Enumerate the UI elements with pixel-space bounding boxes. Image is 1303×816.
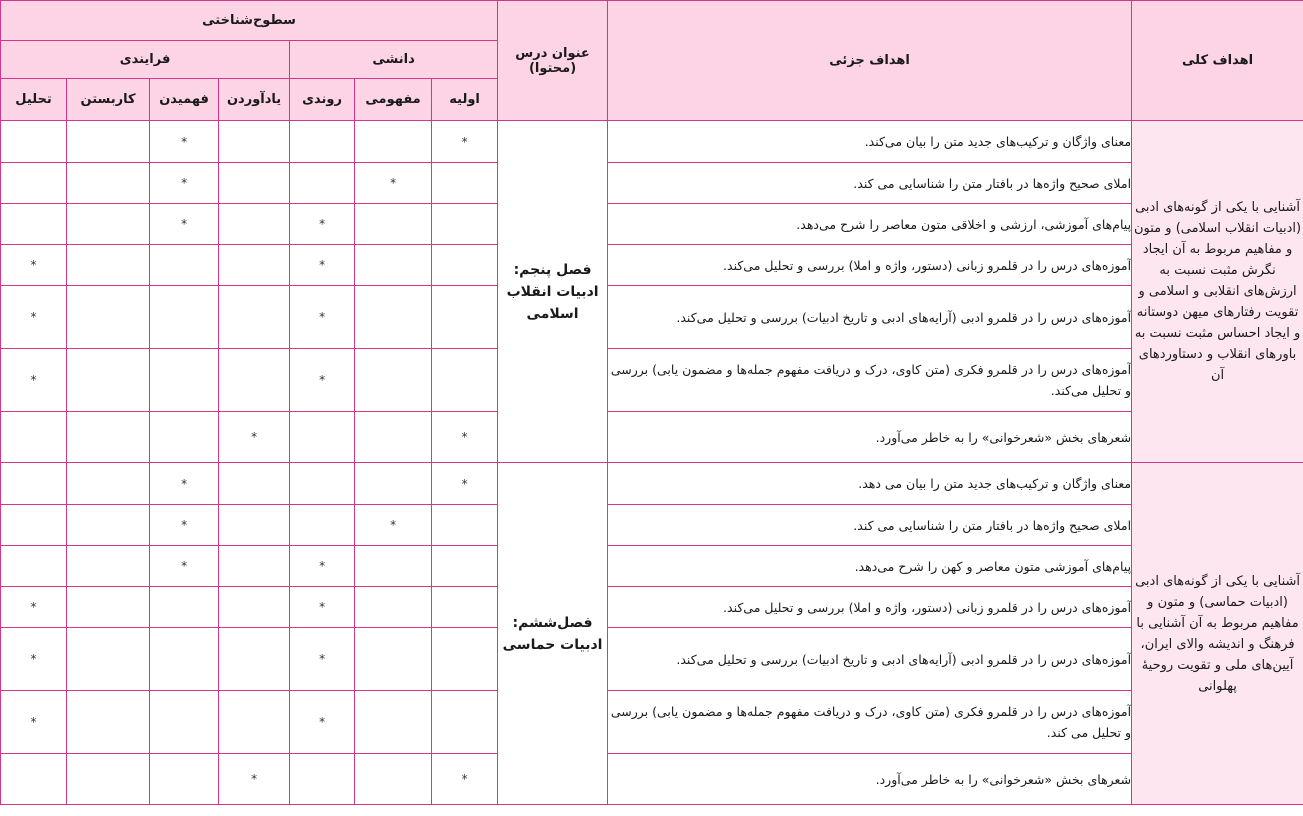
general-goal-cell: آشنایی با یکی از گونه‌های ادبی (ادبیات حماسی) و متون و مفاهیم مربوط به آن آشنایی با فرهنگ و اندیشه والای ایران، آیین‌های ملی و تقویت روحیۀ پهلوانی — [1132, 463, 1303, 805]
level-mark-cell — [1, 163, 67, 204]
level-header: مفهومی — [355, 79, 432, 121]
objective-cell: شعرهای بخش «شعرخوانی» را به خاطر می‌آورد. — [608, 754, 1132, 805]
level-mark-cell — [150, 628, 219, 691]
table-row — [1, 163, 1303, 204]
level-mark-cell — [67, 505, 150, 546]
level-mark-cell: * — [290, 245, 355, 286]
level-mark-cell: * — [150, 204, 219, 245]
level-mark-cell — [67, 204, 150, 245]
level-mark-cell — [290, 163, 355, 204]
level-mark-cell — [355, 463, 432, 505]
table-row — [1, 587, 1303, 628]
level-mark-cell — [219, 163, 290, 204]
level-header: اولیه — [432, 79, 498, 121]
level-mark-cell: * — [290, 628, 355, 691]
level-mark-cell — [290, 412, 355, 463]
level-mark-cell — [67, 587, 150, 628]
level-mark-cell — [432, 546, 498, 587]
level-mark-cell — [432, 286, 498, 349]
level-mark-cell: * — [355, 163, 432, 204]
table-row — [1, 121, 1303, 163]
level-mark-cell — [150, 587, 219, 628]
objective-cell: آموزه‌های درس را در قلمرو زبانی (دستور، واژه و املا) بررسی و تحلیل می‌کند. — [608, 245, 1132, 286]
level-mark-cell: * — [1, 628, 67, 691]
level-mark-cell — [1, 463, 67, 505]
level-mark-cell: * — [1, 349, 67, 412]
objective-cell: آموزه‌های درس را در قلمرو فکری (متن کاوی، درک و دریافت مفهوم جمله‌ها و مضمون یابی) بررسی و تحلیل می کند. — [608, 691, 1132, 754]
level-mark-cell: * — [290, 691, 355, 754]
table-row — [1, 505, 1303, 546]
objective-cell: معنای واژگان و ترکیب‌های جدید متن را بیان می دهد. — [608, 463, 1132, 505]
level-mark-cell — [150, 286, 219, 349]
level-header: تحلیل — [1, 79, 67, 121]
objective-cell: املای صحیح واژه‌ها در بافتار متن را شناسایی می کند. — [608, 163, 1132, 204]
level-mark-cell: * — [150, 505, 219, 546]
level-mark-cell: * — [150, 463, 219, 505]
objective-cell: آموزه‌های درس را در قلمرو ادبی (آرایه‌های ادبی و تاریخ ادبیات) بررسی و تحلیل می‌کند. — [608, 628, 1132, 691]
level-mark-cell — [219, 349, 290, 412]
table-row — [1, 349, 1303, 412]
level-mark-cell — [67, 463, 150, 505]
level-mark-cell — [67, 546, 150, 587]
level-mark-cell — [1, 546, 67, 587]
level-mark-cell — [290, 121, 355, 163]
level-mark-cell — [355, 754, 432, 805]
level-mark-cell — [355, 628, 432, 691]
level-mark-cell — [1, 204, 67, 245]
level-mark-cell — [219, 245, 290, 286]
level-mark-cell — [355, 245, 432, 286]
general-goal-cell: آشنایی با یکی از گونه‌های ادبی (ادبیات انقلاب اسلامی) و متون و مفاهیم مربوط به آن ایجاد نگرش مثبت نسبت به ارزش‌های انقلابی و اسلامی و تقویت رفتارهای میهن دوستانه و ایجاد احساس مثبت نسبت به باورهای انقلاب و دستاوردهای آن — [1132, 121, 1303, 463]
level-mark-cell — [219, 286, 290, 349]
level-mark-cell — [1, 754, 67, 805]
level-mark-cell: * — [290, 587, 355, 628]
level-mark-cell: * — [219, 754, 290, 805]
level-mark-cell — [67, 754, 150, 805]
table-header — [1, 1, 1303, 121]
level-mark-cell: * — [1, 691, 67, 754]
level-mark-cell — [432, 505, 498, 546]
level-mark-cell — [219, 691, 290, 754]
level-mark-cell — [150, 691, 219, 754]
level-mark-cell: * — [150, 121, 219, 163]
level-mark-cell: * — [432, 463, 498, 505]
level-mark-cell: * — [432, 412, 498, 463]
objective-cell: آموزه‌های درس را در قلمرو ادبی (آرایه‌های ادبی و تاریخ ادبیات) بررسی و تحلیل می‌کند. — [608, 286, 1132, 349]
table-row — [1, 245, 1303, 286]
level-mark-cell — [290, 754, 355, 805]
level-mark-cell — [355, 349, 432, 412]
level-header: روندی — [290, 79, 355, 121]
lesson-title-header-line1: عنوان درس — [515, 45, 590, 61]
level-mark-cell: * — [290, 349, 355, 412]
level-mark-cell — [67, 628, 150, 691]
level-mark-cell — [355, 546, 432, 587]
general-goals-header: اهداف کلی — [1132, 1, 1303, 121]
objective-cell: پیام‌های آموزشی متون معاصر و کهن را شرح می‌دهد. — [608, 546, 1132, 587]
level-mark-cell — [1, 412, 67, 463]
table-row — [1, 691, 1303, 754]
objective-cell: معنای واژگان و ترکیب‌های جدید متن را بیان می‌کند. — [608, 121, 1132, 163]
level-mark-cell: * — [290, 546, 355, 587]
level-mark-cell — [219, 546, 290, 587]
level-mark-cell — [355, 691, 432, 754]
level-mark-cell: * — [1, 286, 67, 349]
level-mark-cell: * — [1, 587, 67, 628]
objective-cell: شعرهای بخش «شعرخوانی» را به خاطر می‌آورد. — [608, 412, 1132, 463]
cognitive-levels-header: سطوح‌شناختی — [1, 1, 498, 41]
table-row — [1, 628, 1303, 691]
level-mark-cell — [290, 463, 355, 505]
level-mark-cell — [432, 691, 498, 754]
process-header: فرایندی — [1, 41, 290, 79]
level-mark-cell — [432, 204, 498, 245]
table-row — [1, 204, 1303, 245]
level-mark-cell: * — [219, 412, 290, 463]
level-mark-cell — [67, 691, 150, 754]
objective-cell: آموزه‌های درس را در قلمرو فکری (متن کاوی، درک و دریافت مفهوم جمله‌ها و مضمون یابی) بررسی و تحلیل می‌کند. — [608, 349, 1132, 412]
objective-cell: آموزه‌های درس را در قلمرو زبانی (دستور، واژه و املا) بررسی و تحلیل می‌کند. — [608, 587, 1132, 628]
lesson-title-header — [498, 1, 608, 121]
level-mark-cell — [67, 121, 150, 163]
objective-cell: املای صحیح واژه‌ها در بافتار متن را شناسایی می کند. — [608, 505, 1132, 546]
level-mark-cell: * — [290, 286, 355, 349]
level-mark-cell — [219, 121, 290, 163]
level-mark-cell — [355, 121, 432, 163]
level-mark-cell — [1, 505, 67, 546]
level-mark-cell: * — [1, 245, 67, 286]
level-mark-cell — [355, 286, 432, 349]
level-mark-cell: * — [432, 754, 498, 805]
level-mark-cell — [150, 754, 219, 805]
lesson-title-cell: فصل‌ششم: ادبیات حماسی — [498, 463, 608, 805]
level-mark-cell — [219, 505, 290, 546]
table-row — [1, 463, 1303, 505]
level-mark-cell — [219, 587, 290, 628]
level-mark-cell — [219, 204, 290, 245]
level-mark-cell — [432, 628, 498, 691]
level-mark-cell: * — [290, 204, 355, 245]
level-mark-cell — [1, 121, 67, 163]
partial-goals-header: اهداف جزئی — [608, 1, 1132, 121]
level-mark-cell — [355, 587, 432, 628]
level-mark-cell: * — [150, 163, 219, 204]
level-mark-cell — [219, 628, 290, 691]
level-mark-cell — [67, 286, 150, 349]
table-body — [1, 121, 1303, 805]
level-mark-cell — [432, 587, 498, 628]
level-mark-cell — [67, 412, 150, 463]
level-mark-cell — [150, 349, 219, 412]
level-mark-cell — [67, 163, 150, 204]
level-mark-cell — [150, 412, 219, 463]
level-mark-cell — [355, 412, 432, 463]
knowledge-header: دانشی — [290, 41, 498, 79]
level-mark-cell — [219, 463, 290, 505]
level-header: یادآوردن — [219, 79, 290, 121]
table-row — [1, 286, 1303, 349]
level-mark-cell — [355, 204, 432, 245]
level-mark-cell: * — [150, 546, 219, 587]
level-mark-cell — [290, 505, 355, 546]
table-row — [1, 546, 1303, 587]
level-header: کاربستن — [67, 79, 150, 121]
level-mark-cell — [67, 349, 150, 412]
level-header: فهمیدن — [150, 79, 219, 121]
level-mark-cell — [432, 163, 498, 204]
level-mark-cell: * — [355, 505, 432, 546]
table-row — [1, 754, 1303, 805]
lesson-title-header-line2: (محتوا) — [528, 60, 577, 76]
objective-cell: پیام‌های آموزشی، ارزشی و اخلاقی متون معاصر را شرح می‌دهد. — [608, 204, 1132, 245]
level-mark-cell — [67, 245, 150, 286]
level-mark-cell — [432, 245, 498, 286]
table-row — [1, 412, 1303, 463]
lesson-title-cell: فصل پنجم: ادبیات انقلاب اسلامی — [498, 121, 608, 463]
level-mark-cell — [432, 349, 498, 412]
level-mark-cell: * — [432, 121, 498, 163]
level-mark-cell — [150, 245, 219, 286]
